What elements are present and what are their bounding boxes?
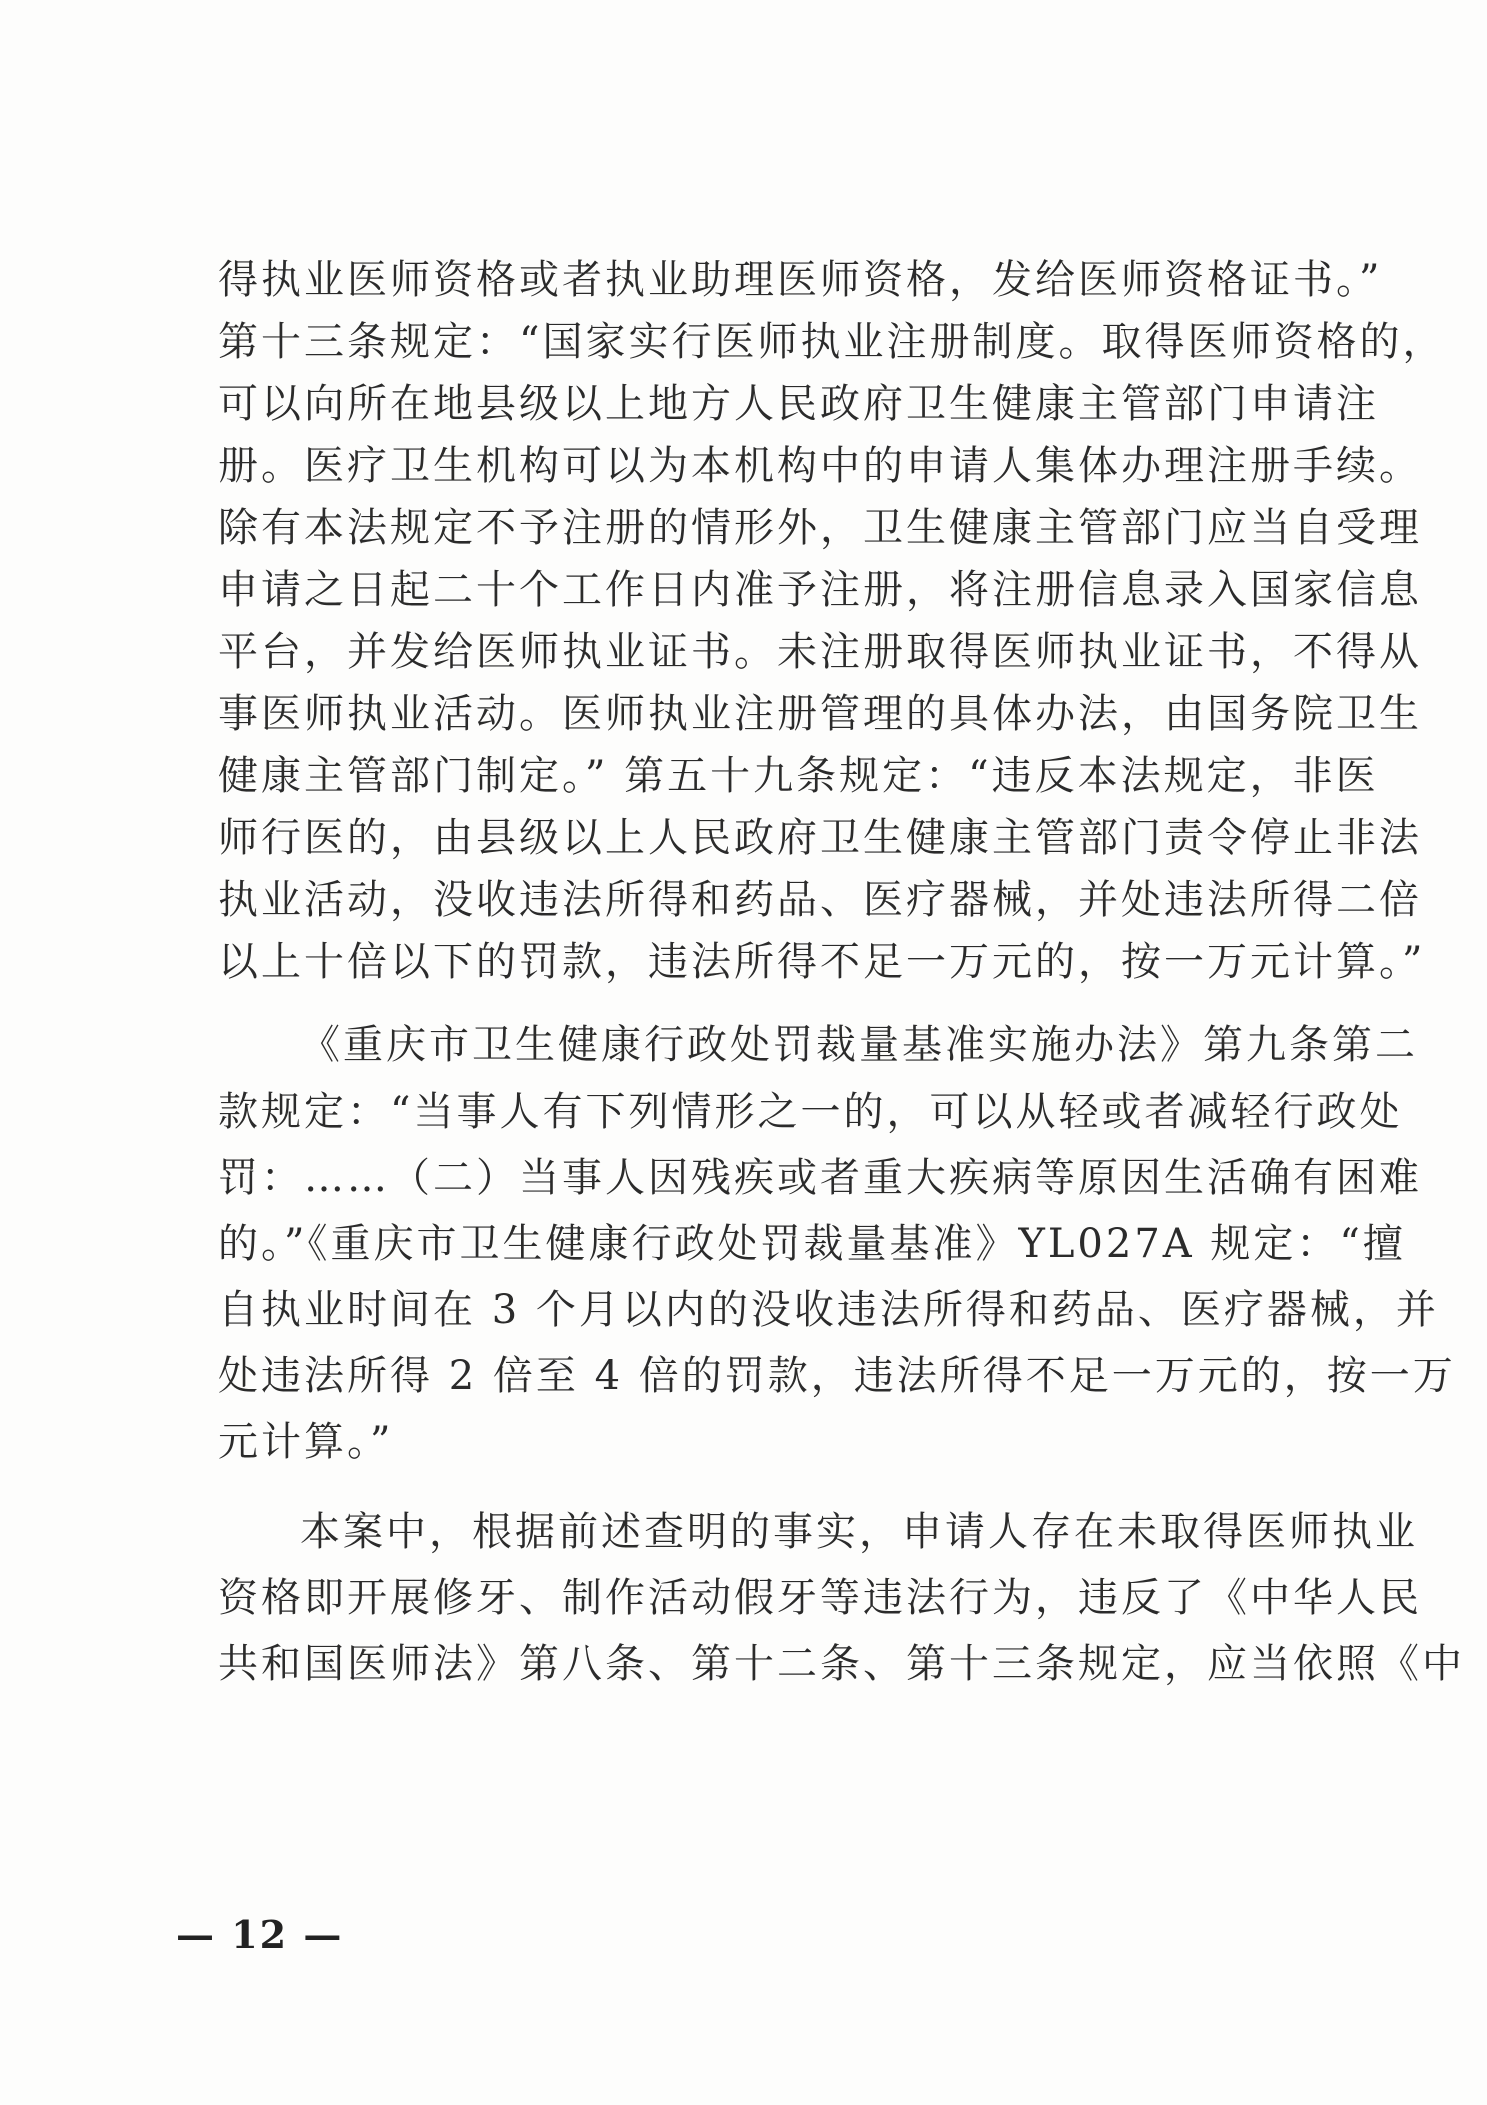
text-line: 得执业医师资格或者执业助理医师资格，发给医师资格证书。”: [218, 257, 1383, 303]
text-line: 自执业时间在 3 个月以内的没收违法所得和药品、医疗器械，并: [218, 1287, 1439, 1333]
text-line: 事医师执业活动。医师执业注册管理的具体办法，由国务院卫生: [218, 691, 1422, 737]
paragraph-first-line: 本案中，根据前述查明的事实，申请人存在未取得医师执业: [300, 1509, 1418, 1555]
text-line: 以上十倍以下的罚款，违法所得不足一万元的，按一万元计算。”: [218, 939, 1426, 985]
text-line: 可以向所在地县级以上地方人民政府卫生健康主管部门申请注: [218, 381, 1379, 427]
text-line: 共和国医师法》第八条、第十二条、第十三条规定，应当依照《中: [218, 1641, 1465, 1687]
text-line: 的。”《重庆市卫生健康行政处罚裁量基准》YL027A 规定：“擅: [218, 1221, 1406, 1267]
text-line: 平台，并发给医师执业证书。未注册取得医师执业证书，不得从: [218, 629, 1422, 675]
text-line: 健康主管部门制定。” 第五十九条规定：“违反本法规定，非医: [218, 753, 1379, 799]
text-line: 师行医的，由县级以上人民政府卫生健康主管部门责令停止非法: [218, 815, 1422, 861]
text-line: 款规定：“当事人有下列情形之一的，可以从轻或者减轻行政处: [218, 1089, 1403, 1135]
text-line: 执业活动，没收违法所得和药品、医疗器械，并处违法所得二倍: [218, 877, 1422, 923]
paragraph-first-line: 《重庆市卫生健康行政处罚裁量基准实施办法》第九条第二: [300, 1022, 1418, 1068]
text-line: 除有本法规定不予注册的情形外，卫生健康主管部门应当自受理: [218, 505, 1422, 551]
text-line: 第十三条规定：“国家实行医师执业注册制度。取得医师资格的，: [218, 319, 1446, 365]
text-line: 册。医疗卫生机构可以为本机构中的申请人集体办理注册手续。: [218, 443, 1422, 489]
text-line: 申请之日起二十个工作日内准予注册，将注册信息录入国家信息: [218, 567, 1422, 613]
text-line: 处违法所得 2 倍至 4 倍的罚款，违法所得不足一万元的，按一万: [218, 1353, 1456, 1399]
text-line: 罚：……（二）当事人因残疾或者重大疾病等原因生活确有困难: [218, 1155, 1422, 1201]
text-line: 资格即开展修牙、制作活动假牙等违法行为，违反了《中华人民: [218, 1575, 1422, 1621]
text-line: 元计算。”: [218, 1419, 394, 1465]
page-number: — 12 —: [176, 1912, 344, 1957]
